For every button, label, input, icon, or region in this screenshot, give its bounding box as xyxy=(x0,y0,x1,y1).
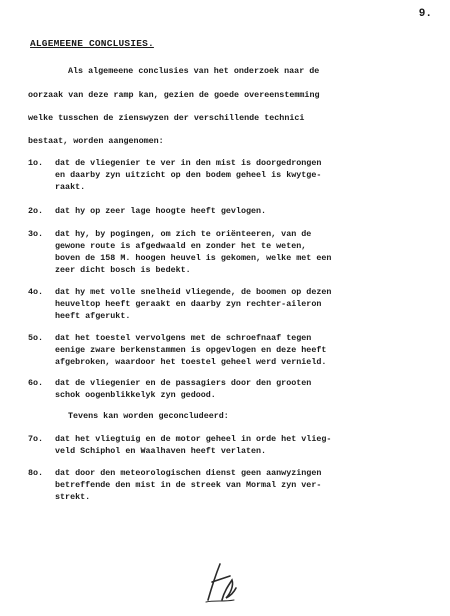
item-number: 1o. xyxy=(28,158,44,168)
item-number: 2o. xyxy=(28,206,44,216)
item-line: afgebroken, waardoor het toestel geheel werd vernield. xyxy=(55,357,327,367)
item-number: 4o. xyxy=(28,287,44,297)
item-line: dat het vliegtuig en de motor geheel in orde het vlieg- xyxy=(55,434,332,444)
item-line: raakt. xyxy=(55,182,86,192)
continuation-line: Tevens kan worden geconcludeerd: xyxy=(68,411,229,421)
item-line: dat de vliegenier te ver in den mist is doorgedrongen xyxy=(55,158,322,168)
item-line: dat de vliegenier en de passagiers door den grooten xyxy=(55,378,312,388)
item-number: 6o. xyxy=(28,378,44,388)
item-line: gewone route is afgedwaald en zonder het te weten, xyxy=(55,241,307,251)
item-line: en daarby zyn uitzicht op den bodem geheel is kwytge- xyxy=(55,170,322,180)
item-line: zeer dicht bosch is bedekt. xyxy=(55,265,191,275)
intro-line: bestaat, worden aangenomen: xyxy=(28,136,164,146)
item-line: boven de 158 M. hoogen heuvel is gekomen, welke met een xyxy=(55,253,332,263)
item-line: eenige zware berkenstammen is opgevlogen en deze heeft xyxy=(55,345,327,355)
item-line: dat hy op zeer lage hoogte heeft gevlogen. xyxy=(55,206,267,216)
item-line: heeft afgerukt. xyxy=(55,311,131,321)
item-line: dat door den meteorologischen dienst geen aanwyzingen xyxy=(55,468,322,478)
item-line: strekt. xyxy=(55,492,91,502)
item-line: dat het toestel vervolgens met de schroefnaaf tegen xyxy=(55,333,312,343)
item-line: veld Schiphol en Waalhaven heeft verlaten. xyxy=(55,446,267,456)
item-line: betreffende den mist in de streek van Mormal zyn ver- xyxy=(55,480,322,490)
item-number: 5o. xyxy=(28,333,44,343)
item-number: 8o. xyxy=(28,468,44,478)
item-line: dat hy, by pogingen, om zich te oriënteeren, van de xyxy=(55,229,312,239)
intro-line: Als algemeene conclusies van het onderzoek naar de xyxy=(68,66,320,76)
page-number: 9. xyxy=(418,8,432,20)
item-line: schok oogenblikkelyk zyn gedood. xyxy=(55,390,216,400)
item-line: heuveltop heeft geraakt en daarby zyn rechter-aileron xyxy=(55,299,322,309)
handwritten-signature xyxy=(200,556,240,606)
section-heading: ALGEMEENE CONCLUSIES. xyxy=(30,38,154,49)
intro-line: welke tusschen de zienswyzen der verschillende technici xyxy=(28,113,305,123)
item-line: dat hy met volle snelheid vliegende, de boomen op dezen xyxy=(55,287,332,297)
intro-line: oorzaak van deze ramp kan, gezien de goede overeenstemming xyxy=(28,90,320,100)
item-number: 3o. xyxy=(28,229,44,239)
item-number: 7o. xyxy=(28,434,44,444)
